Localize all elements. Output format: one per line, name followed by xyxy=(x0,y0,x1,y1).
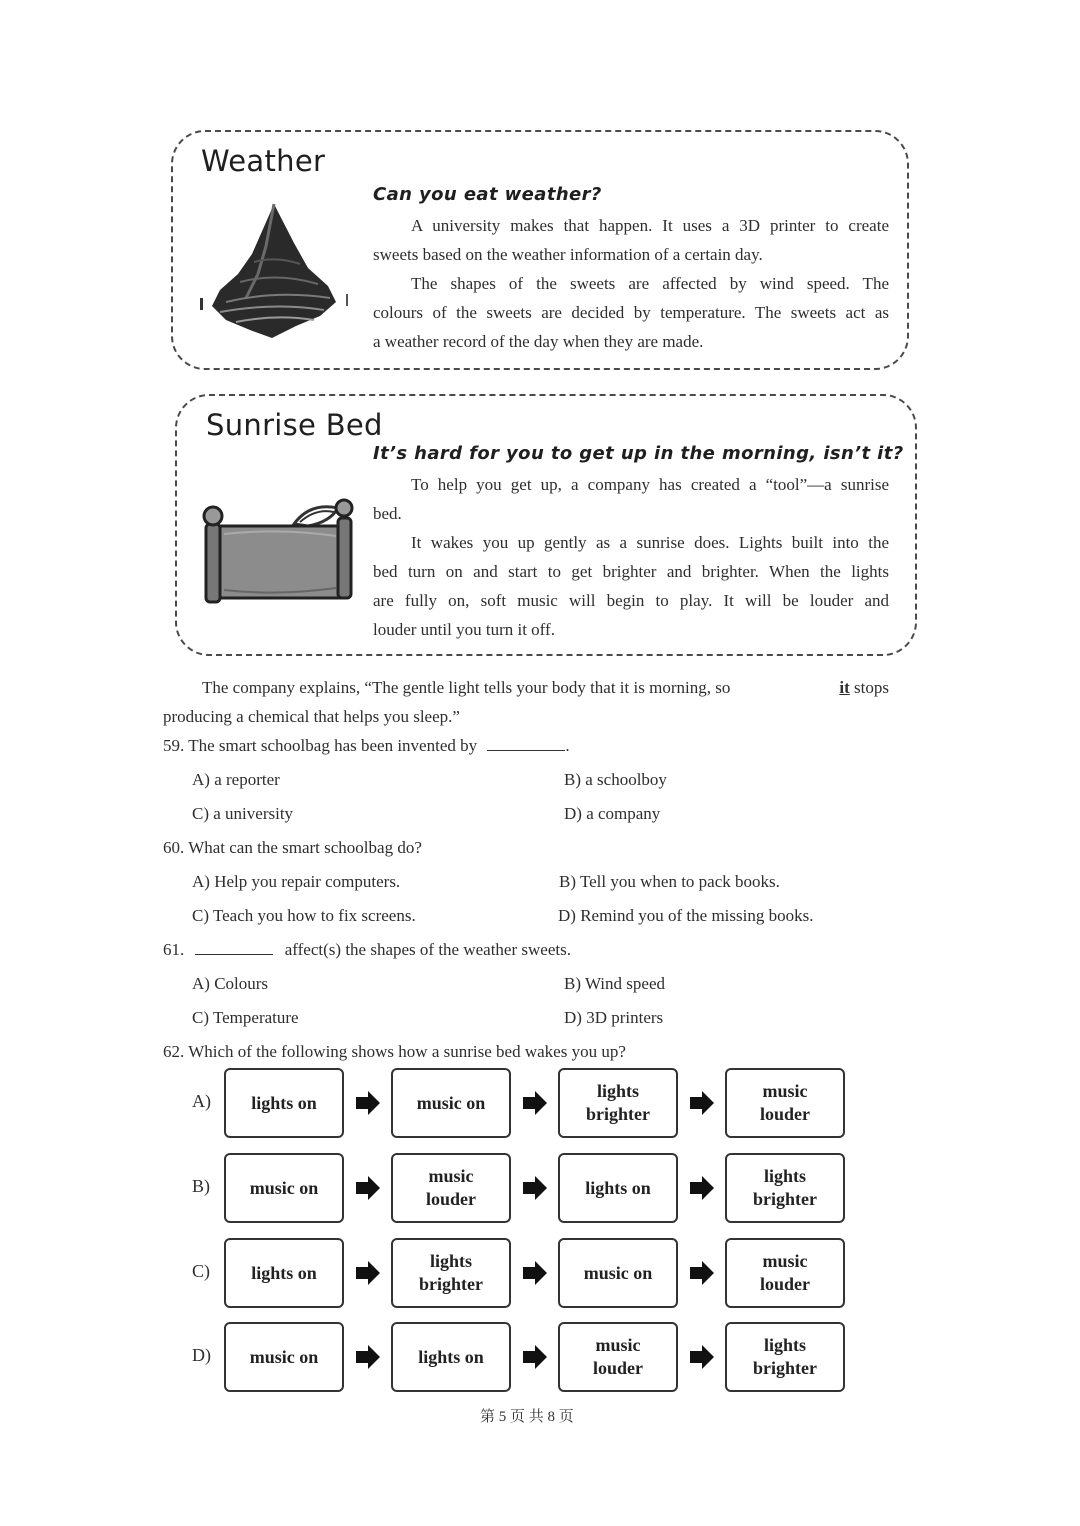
q62-flow-step xyxy=(224,1153,344,1223)
q59-option-d[interactable]: D) a company xyxy=(564,804,661,823)
q62-flow-step xyxy=(558,1238,678,1308)
q62-flow-step xyxy=(558,1322,678,1392)
right-arrow-icon xyxy=(522,1344,548,1370)
closing-key-word xyxy=(839,673,889,702)
sunrise-question: It’s hard for you to get up in the morning, isn’t it? xyxy=(373,443,904,464)
q62-flow-step-text: music on xyxy=(583,1262,653,1283)
q62-flow-step-text: lights brighter xyxy=(586,1081,650,1124)
right-arrow-icon xyxy=(689,1260,715,1286)
right-arrow-icon xyxy=(355,1344,381,1370)
q62-flow-step xyxy=(725,1153,845,1223)
q62-flow-step xyxy=(224,1238,344,1308)
q62-flow-step-text: music louder xyxy=(425,1166,476,1209)
right-arrow-icon xyxy=(355,1090,381,1116)
right-arrow-icon xyxy=(522,1175,548,1201)
q60-option-a[interactable]: A) Help you repair computers. xyxy=(192,872,401,891)
q62-flow-step xyxy=(391,1322,511,1392)
q62-flow-step xyxy=(558,1068,678,1138)
weather-line-4: colours of the sweets are decided by temperature. The sweets act as xyxy=(373,303,889,322)
right-arrow-icon xyxy=(689,1175,715,1201)
q62-flow-step xyxy=(558,1153,678,1223)
q61-option-c[interactable]: C) Temperature xyxy=(192,1008,299,1027)
q59-end: . xyxy=(565,736,570,755)
weather-line-1: A university makes that happen. It uses a 3D printer to create xyxy=(411,216,889,235)
weather-sweet-image xyxy=(196,198,354,348)
q62-flow-step-text: lights on xyxy=(251,1092,317,1113)
q61-option-b[interactable]: B) Wind speed xyxy=(564,974,665,993)
q62-flow-step xyxy=(224,1322,344,1392)
right-arrow-icon xyxy=(522,1260,548,1286)
q62-flow-step-text: music on xyxy=(416,1092,486,1113)
page-footer: 第 5 页 共 8 页 xyxy=(480,1409,574,1425)
q62-option-label[interactable]: B) xyxy=(192,1176,210,1196)
q62-option-label[interactable]: A) xyxy=(192,1091,211,1111)
q62-flow-step-text: lights on xyxy=(251,1262,317,1283)
closing-text-a: The company explains, “The gentle light tells your body that it is morning, so xyxy=(202,678,731,697)
q62-flow-step-text: lights brighter xyxy=(753,1166,817,1209)
q62-flow-step xyxy=(224,1068,344,1138)
q62-flow-step-text: music on xyxy=(249,1177,319,1198)
right-arrow-icon xyxy=(355,1260,381,1286)
q59-stem xyxy=(163,731,570,760)
q62-flow-step-text: music louder xyxy=(592,1335,643,1378)
q62-flow-step-text: lights on xyxy=(418,1346,484,1367)
q59-option-a[interactable]: A) a reporter xyxy=(192,770,280,789)
right-arrow-icon xyxy=(689,1090,715,1116)
closing-line-2: producing a chemical that helps you sleep.” xyxy=(163,707,460,726)
closing-underlined-it: it xyxy=(839,678,850,697)
q61-stem xyxy=(163,935,571,964)
q61-option-a[interactable]: A) Colours xyxy=(192,974,269,993)
right-arrow-icon xyxy=(522,1090,548,1116)
sunrise-line-6: louder until you turn it off. xyxy=(373,620,555,639)
q62-flow-step xyxy=(725,1068,845,1138)
q61-blank xyxy=(195,939,273,955)
q62-option-label[interactable]: D) xyxy=(192,1345,211,1365)
sunrise-line-5: are fully on, soft music will begin to play. It will be louder and xyxy=(373,591,889,610)
q62-flow-step xyxy=(391,1153,511,1223)
sunrise-line-1: To help you get up, a company has created a “tool”—a sunrise xyxy=(411,475,889,494)
q62-flow-step-text: lights on xyxy=(585,1177,651,1198)
q59-option-c[interactable]: C) a university xyxy=(192,804,294,823)
q60-option-c[interactable]: C) Teach you how to fix screens. xyxy=(192,906,416,925)
right-arrow-icon xyxy=(355,1175,381,1201)
q62-flow-step xyxy=(725,1322,845,1392)
q60-stem: 60. What can the smart schoolbag do? xyxy=(163,838,422,857)
q62-flow-step xyxy=(391,1238,511,1308)
weather-question: Can you eat weather? xyxy=(373,184,602,205)
q61-number: 61. xyxy=(163,940,185,959)
q62-flow-step xyxy=(725,1238,845,1308)
weather-line-2: sweets based on the weather information of a certain day. xyxy=(373,245,763,264)
q59-stem-text: 59. The smart schoolbag has been invented by xyxy=(163,736,478,755)
sunrise-line-4: bed turn on and start to get brighter and brighter. When the lights xyxy=(373,562,889,581)
q60-option-b[interactable]: B) Tell you when to pack books. xyxy=(559,872,780,891)
sunrise-line-2: bed. xyxy=(373,504,402,523)
q62-option-label[interactable]: C) xyxy=(192,1261,210,1281)
q62-flow-step-text: lights brighter xyxy=(753,1335,817,1378)
weather-line-3: The shapes of the sweets are affected by wind speed. The xyxy=(411,274,889,293)
q59-blank xyxy=(487,735,565,751)
q62-flow-step-text: music louder xyxy=(759,1081,810,1124)
q62-flow-step xyxy=(391,1068,511,1138)
q61-option-d[interactable]: D) 3D printers xyxy=(564,1008,664,1027)
weather-line-5: a weather record of the day when they are made. xyxy=(373,332,704,351)
q62-flow-step-text: music louder xyxy=(759,1251,810,1294)
closing-line-1 xyxy=(202,673,889,702)
closing-text-b: stops xyxy=(854,678,889,697)
sunrise-line-3: It wakes you up gently as a sunrise does. Lights built into the xyxy=(411,533,889,552)
q62-flow-step-text: lights brighter xyxy=(419,1251,483,1294)
q60-option-d[interactable]: D) Remind you of the missing books. xyxy=(558,906,814,925)
sunrise-title: Sunrise Bed xyxy=(206,408,383,442)
q62-flow-step-text: music on xyxy=(249,1346,319,1367)
q61-stem-text: affect(s) the shapes of the weather sweets. xyxy=(284,940,571,959)
sunrise-bed-image xyxy=(198,494,358,606)
right-arrow-icon xyxy=(689,1344,715,1370)
q59-option-b[interactable]: B) a schoolboy xyxy=(564,770,667,789)
weather-title: Weather xyxy=(201,144,326,178)
q62-stem: 62. Which of the following shows how a sunrise bed wakes you up? xyxy=(163,1042,626,1061)
